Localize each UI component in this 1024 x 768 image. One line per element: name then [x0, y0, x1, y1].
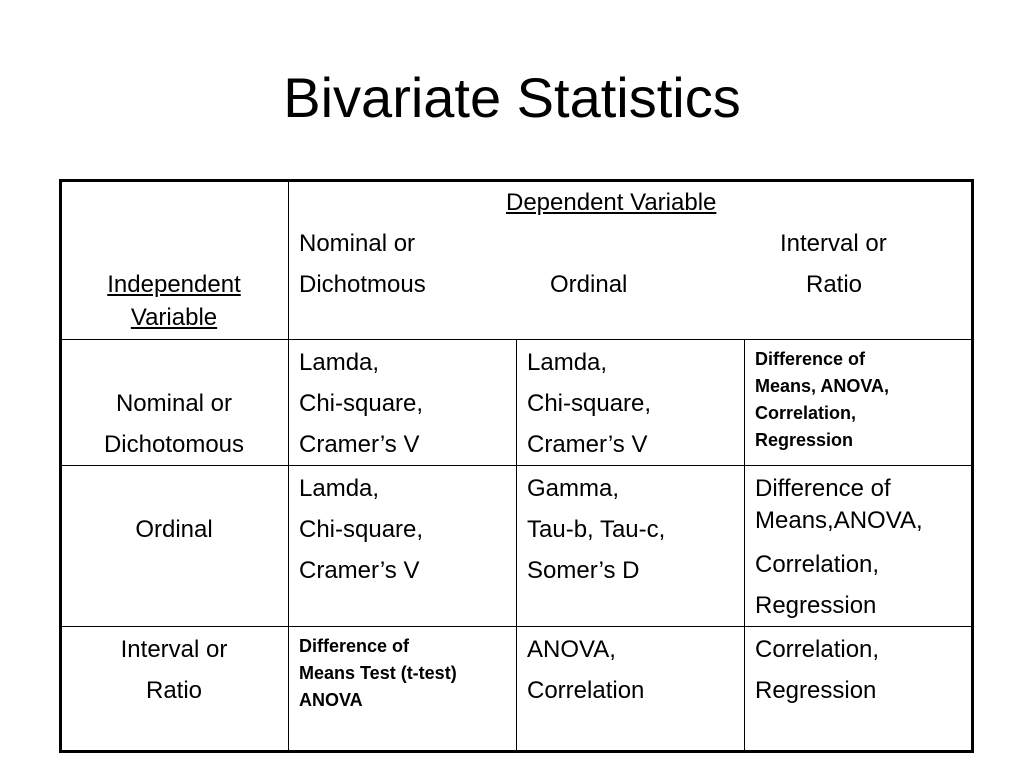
- col-header-interval-line1: Interval or: [780, 230, 887, 257]
- table-divider: [288, 180, 289, 752]
- cell-text: Difference of: [755, 475, 891, 502]
- cell-text: Lamda,: [299, 475, 380, 502]
- table-divider: [516, 339, 517, 752]
- slide-title: Bivariate Statistics: [283, 66, 741, 129]
- cell-text: Lamda,: [527, 349, 608, 376]
- cell-text: Cramer’s V: [527, 431, 648, 458]
- cell-text: Regression: [755, 592, 877, 619]
- row-label-interval-line2: Ratio: [145, 677, 203, 704]
- table-divider: [60, 465, 973, 466]
- cell-text: Cramer’s V: [299, 557, 420, 584]
- cell-text: ANOVA: [299, 690, 363, 710]
- independent-variable-heading-line1: Independent: [107, 271, 241, 298]
- table-divider: [60, 339, 973, 340]
- cell-text: Correlation,: [755, 636, 880, 663]
- cell-text: Difference of: [755, 349, 866, 369]
- cell-text: Means,ANOVA,: [755, 507, 923, 534]
- independent-variable-heading-line2: Variable: [130, 304, 218, 331]
- cell-text: Correlation,: [755, 551, 880, 578]
- cell-text: Means Test (t-test): [299, 663, 457, 683]
- cell-text: Somer’s D: [527, 557, 640, 584]
- cell-text: Means, ANOVA,: [755, 376, 890, 396]
- cell-text: Cramer’s V: [299, 431, 420, 458]
- row-label-ordinal: Ordinal: [135, 516, 213, 543]
- col-header-nominal-line1: Nominal or: [299, 230, 416, 257]
- cell-text: Difference of: [299, 636, 410, 656]
- col-header-nominal-line2: Dichotmous: [299, 271, 426, 298]
- cell-text: Correlation,: [755, 403, 857, 423]
- cell-text: Chi-square,: [527, 390, 652, 417]
- cell-text: Regression: [755, 430, 854, 450]
- cell-text: Chi-square,: [299, 516, 424, 543]
- col-header-ordinal: Ordinal: [550, 271, 628, 298]
- cell-text: Regression: [755, 677, 877, 704]
- cell-text: Tau-b, Tau-c,: [527, 516, 666, 543]
- row-label-nominal-line2: Dichotomous: [103, 431, 245, 458]
- table-divider: [744, 339, 745, 752]
- cell-text: Lamda,: [299, 349, 380, 376]
- table-divider: [60, 626, 973, 627]
- col-header-interval-line2: Ratio: [806, 271, 863, 298]
- cell-text: ANOVA,: [527, 636, 616, 663]
- row-label-nominal-line1: Nominal or: [115, 390, 233, 417]
- cell-text: Correlation: [527, 677, 645, 704]
- cell-text: Chi-square,: [299, 390, 424, 417]
- row-label-interval-line1: Interval or: [120, 636, 228, 663]
- cell-text: Gamma,: [527, 475, 620, 502]
- dependent-variable-heading: Dependent Variable: [506, 189, 717, 216]
